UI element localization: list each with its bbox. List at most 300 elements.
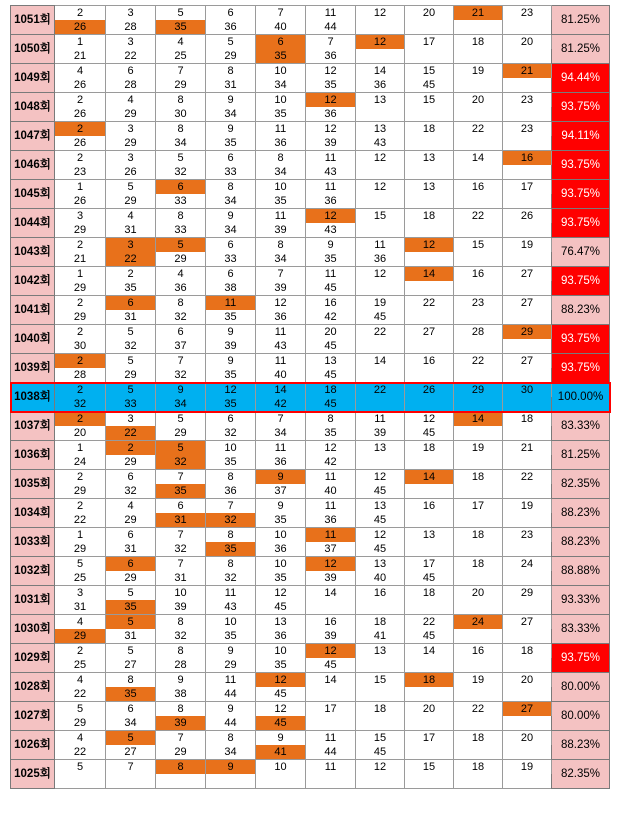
number-cell — [503, 49, 552, 64]
number-cell: 35 — [106, 600, 156, 615]
number-cell: 36 — [256, 136, 306, 151]
table-row — [11, 658, 610, 673]
number-cell: 26 — [405, 383, 454, 398]
number-cell — [454, 252, 503, 267]
number-cell — [405, 310, 454, 325]
table-row — [11, 673, 610, 688]
number-cell: 5 — [106, 586, 156, 601]
table-row — [11, 600, 610, 615]
number-cell: 34 — [106, 716, 156, 731]
table-row — [11, 78, 610, 93]
number-cell: 40 — [256, 20, 306, 35]
number-cell: 5 — [106, 325, 156, 340]
number-cell: 29 — [156, 252, 206, 267]
number-cell: 2 — [55, 238, 106, 253]
number-cell: 32 — [106, 339, 156, 354]
number-cell: 28 — [55, 368, 106, 383]
number-cell — [306, 600, 356, 615]
number-cell: 8 — [156, 296, 206, 311]
number-cell — [454, 310, 503, 325]
number-cell: 2 — [55, 644, 106, 659]
number-cell — [356, 339, 405, 354]
number-cell: 6 — [156, 180, 206, 195]
table-row — [11, 644, 610, 659]
number-cell — [206, 774, 256, 789]
number-cell: 17 — [405, 731, 454, 746]
number-cell — [454, 542, 503, 557]
number-cell: 21 — [55, 49, 106, 64]
number-cell: 26 — [55, 20, 106, 35]
number-cell: 29 — [206, 658, 256, 673]
number-cell: 9 — [206, 354, 256, 369]
table-row — [11, 325, 610, 340]
number-cell: 44 — [306, 20, 356, 35]
table-row — [11, 281, 610, 296]
number-cell: 26 — [55, 136, 106, 151]
number-cell: 11 — [306, 6, 356, 21]
number-cell — [405, 107, 454, 122]
number-cell: 34 — [206, 107, 256, 122]
table-row — [11, 223, 610, 238]
number-cell — [356, 165, 405, 180]
number-cell: 41 — [356, 629, 405, 644]
number-cell — [503, 165, 552, 180]
round-label: 1044회 — [11, 209, 55, 238]
percentage-cell: 82.35% — [552, 470, 610, 499]
number-cell — [454, 136, 503, 151]
table-row — [11, 136, 610, 151]
number-cell: 12 — [356, 180, 405, 195]
number-cell — [503, 20, 552, 35]
number-cell: 19 — [503, 760, 552, 775]
round-label: 1027회 — [11, 702, 55, 731]
number-cell — [356, 281, 405, 296]
number-cell — [256, 774, 306, 789]
number-cell: 20 — [503, 673, 552, 688]
number-cell: 9 — [156, 383, 206, 398]
number-cell: 29 — [55, 310, 106, 325]
number-cell: 22 — [356, 325, 405, 340]
number-cell: 2 — [55, 296, 106, 311]
table-row — [11, 238, 610, 253]
number-cell — [405, 600, 454, 615]
number-cell: 7 — [256, 412, 306, 427]
number-cell: 29 — [55, 542, 106, 557]
number-cell: 5 — [156, 238, 206, 253]
number-cell — [503, 745, 552, 760]
number-cell: 34 — [256, 165, 306, 180]
number-cell: 35 — [156, 484, 206, 499]
number-cell: 19 — [454, 441, 503, 456]
number-cell: 27 — [503, 296, 552, 311]
number-cell: 24 — [503, 557, 552, 572]
number-cell: 44 — [306, 745, 356, 760]
number-cell: 26 — [55, 78, 106, 93]
table-row — [11, 470, 610, 485]
number-cell: 20 — [503, 35, 552, 50]
number-cell: 24 — [55, 455, 106, 470]
number-cell: 11 — [256, 325, 306, 340]
number-cell: 8 — [156, 644, 206, 659]
number-cell: 35 — [256, 571, 306, 586]
number-cell: 8 — [156, 209, 206, 224]
percentage-cell: 93.75% — [552, 267, 610, 296]
number-cell — [405, 165, 454, 180]
number-cell — [503, 484, 552, 499]
number-cell: 11 — [306, 499, 356, 514]
number-cell: 32 — [156, 629, 206, 644]
number-cell: 32 — [156, 165, 206, 180]
number-cell: 12 — [306, 93, 356, 108]
percentage-cell: 83.33% — [552, 412, 610, 441]
number-cell: 17 — [405, 557, 454, 572]
table-row — [11, 64, 610, 79]
percentage-cell: 93.75% — [552, 209, 610, 238]
table-row — [11, 702, 610, 717]
table-body — [11, 6, 610, 789]
number-cell: 16 — [454, 180, 503, 195]
number-cell: 7 — [156, 354, 206, 369]
number-cell — [405, 223, 454, 238]
number-cell: 32 — [206, 426, 256, 441]
number-cell: 7 — [156, 557, 206, 572]
number-cell: 13 — [306, 354, 356, 369]
number-cell: 42 — [256, 397, 306, 412]
number-cell: 33 — [156, 194, 206, 209]
number-cell: 39 — [356, 426, 405, 441]
round-label: 1035회 — [11, 470, 55, 499]
number-cell: 18 — [306, 383, 356, 398]
table-row — [11, 615, 610, 630]
number-cell: 32 — [156, 542, 206, 557]
number-cell: 45 — [356, 484, 405, 499]
number-cell — [405, 513, 454, 528]
number-cell: 12 — [405, 412, 454, 427]
number-cell — [405, 194, 454, 209]
number-cell: 29 — [106, 368, 156, 383]
number-cell: 9 — [156, 673, 206, 688]
number-cell: 5 — [156, 6, 206, 21]
number-cell — [405, 687, 454, 702]
number-cell: 12 — [356, 760, 405, 775]
number-cell — [454, 20, 503, 35]
number-cell: 9 — [206, 702, 256, 717]
number-cell: 29 — [106, 513, 156, 528]
number-cell: 4 — [55, 64, 106, 79]
number-cell: 11 — [206, 673, 256, 688]
percentage-cell: 80.00% — [552, 702, 610, 731]
percentage-cell: 88.88% — [552, 557, 610, 586]
number-cell: 45 — [256, 687, 306, 702]
number-cell — [306, 774, 356, 789]
number-cell: 15 — [405, 760, 454, 775]
number-cell: 8 — [156, 93, 206, 108]
number-cell: 16 — [306, 296, 356, 311]
number-cell: 11 — [256, 122, 306, 137]
table-row — [11, 745, 610, 760]
number-cell: 45 — [356, 513, 405, 528]
number-cell: 12 — [306, 644, 356, 659]
number-cell: 5 — [106, 180, 156, 195]
number-cell: 37 — [306, 542, 356, 557]
number-cell: 22 — [454, 122, 503, 137]
number-cell — [405, 252, 454, 267]
round-label: 1038회 — [11, 383, 55, 412]
table-row — [11, 6, 610, 21]
number-cell: 8 — [206, 64, 256, 79]
number-cell: 21 — [503, 64, 552, 79]
number-cell: 12 — [356, 267, 405, 282]
number-cell: 9 — [206, 644, 256, 659]
number-cell: 18 — [503, 412, 552, 427]
number-cell: 14 — [306, 673, 356, 688]
number-cell: 7 — [256, 267, 306, 282]
number-cell: 39 — [156, 716, 206, 731]
round-label: 1050회 — [11, 35, 55, 64]
number-cell: 14 — [306, 586, 356, 601]
number-cell: 22 — [454, 354, 503, 369]
table-row — [11, 542, 610, 557]
number-cell: 5 — [55, 760, 106, 775]
number-cell: 34 — [256, 252, 306, 267]
number-cell: 9 — [206, 760, 256, 775]
number-cell: 20 — [503, 731, 552, 746]
number-cell: 36 — [306, 513, 356, 528]
number-cell — [503, 658, 552, 673]
number-cell: 34 — [206, 194, 256, 209]
number-cell: 12 — [306, 122, 356, 137]
table-row — [11, 499, 610, 514]
number-cell: 15 — [405, 93, 454, 108]
number-cell: 7 — [156, 64, 206, 79]
number-cell: 16 — [306, 615, 356, 630]
round-label: 1043회 — [11, 238, 55, 267]
table-row — [11, 267, 610, 282]
number-cell: 30 — [503, 383, 552, 398]
number-cell: 9 — [256, 499, 306, 514]
number-cell: 18 — [454, 760, 503, 775]
number-cell: 32 — [156, 310, 206, 325]
number-cell: 16 — [405, 499, 454, 514]
number-cell: 5 — [55, 702, 106, 717]
number-cell: 6 — [206, 238, 256, 253]
number-cell: 45 — [356, 745, 405, 760]
percentage-cell: 93.75% — [552, 151, 610, 180]
number-cell: 36 — [256, 455, 306, 470]
table-row — [11, 209, 610, 224]
number-cell: 16 — [454, 267, 503, 282]
number-cell — [454, 484, 503, 499]
table-row — [11, 571, 610, 586]
table-row — [11, 151, 610, 166]
number-cell: 36 — [156, 281, 206, 296]
number-cell: 45 — [306, 397, 356, 412]
number-cell: 45 — [405, 78, 454, 93]
number-cell: 2 — [55, 354, 106, 369]
number-cell: 43 — [256, 339, 306, 354]
number-cell — [503, 252, 552, 267]
number-cell: 5 — [206, 35, 256, 50]
number-cell — [106, 774, 156, 789]
number-cell: 19 — [503, 238, 552, 253]
number-cell: 10 — [256, 528, 306, 543]
number-cell — [454, 397, 503, 412]
table-row — [11, 687, 610, 702]
number-cell: 13 — [356, 441, 405, 456]
number-cell: 6 — [106, 528, 156, 543]
number-cell: 35 — [206, 397, 256, 412]
number-cell: 35 — [306, 426, 356, 441]
number-cell: 11 — [256, 354, 306, 369]
number-cell: 29 — [503, 325, 552, 340]
number-cell: 1 — [55, 441, 106, 456]
number-cell: 1 — [55, 528, 106, 543]
number-cell: 13 — [356, 93, 405, 108]
number-cell: 8 — [206, 470, 256, 485]
number-cell — [503, 716, 552, 731]
number-cell: 6 — [206, 151, 256, 166]
number-cell — [356, 687, 405, 702]
round-label: 1046회 — [11, 151, 55, 180]
number-cell: 27 — [106, 745, 156, 760]
table-row — [11, 383, 610, 398]
number-cell: 29 — [454, 383, 503, 398]
number-cell: 31 — [106, 310, 156, 325]
number-cell: 10 — [256, 557, 306, 572]
number-cell — [356, 600, 405, 615]
number-cell — [356, 223, 405, 238]
table-row — [11, 122, 610, 137]
number-cell: 5 — [55, 557, 106, 572]
number-cell — [503, 600, 552, 615]
number-cell: 7 — [156, 470, 206, 485]
number-cell: 18 — [454, 470, 503, 485]
number-cell: 34 — [156, 136, 206, 151]
number-cell — [454, 629, 503, 644]
number-cell: 13 — [405, 180, 454, 195]
number-cell — [405, 745, 454, 760]
number-cell: 18 — [405, 122, 454, 137]
number-cell: 19 — [356, 296, 405, 311]
number-cell — [454, 49, 503, 64]
number-cell: 10 — [256, 180, 306, 195]
round-label: 1048회 — [11, 93, 55, 122]
number-cell — [405, 49, 454, 64]
number-cell — [503, 513, 552, 528]
number-cell: 21 — [454, 6, 503, 21]
number-cell: 12 — [356, 151, 405, 166]
number-cell: 11 — [306, 470, 356, 485]
number-cell: 3 — [106, 238, 156, 253]
table-row — [11, 194, 610, 209]
number-cell: 29 — [55, 629, 106, 644]
number-cell: 13 — [256, 615, 306, 630]
percentage-cell: 100.00% — [552, 383, 610, 412]
number-cell — [306, 716, 356, 731]
number-cell: 9 — [206, 325, 256, 340]
number-cell: 31 — [106, 629, 156, 644]
number-cell — [405, 774, 454, 789]
number-cell: 20 — [405, 6, 454, 21]
number-cell — [503, 426, 552, 441]
number-cell: 33 — [106, 397, 156, 412]
table-row — [11, 35, 610, 50]
number-cell: 1 — [55, 180, 106, 195]
number-cell: 33 — [156, 223, 206, 238]
number-cell — [454, 223, 503, 238]
number-cell: 18 — [454, 528, 503, 543]
round-label: 1033회 — [11, 528, 55, 557]
number-cell: 32 — [156, 455, 206, 470]
number-cell — [356, 107, 405, 122]
number-cell: 22 — [55, 745, 106, 760]
number-cell — [405, 136, 454, 151]
number-cell: 11 — [356, 412, 405, 427]
number-cell — [454, 78, 503, 93]
number-cell: 12 — [256, 586, 306, 601]
number-cell: 12 — [306, 64, 356, 79]
number-cell: 10 — [206, 441, 256, 456]
number-cell: 31 — [106, 223, 156, 238]
number-cell — [356, 397, 405, 412]
number-cell — [454, 426, 503, 441]
round-label: 1034회 — [11, 499, 55, 528]
percentage-cell: 88.23% — [552, 731, 610, 760]
number-cell: 36 — [356, 78, 405, 93]
number-cell: 22 — [55, 687, 106, 702]
number-cell: 45 — [306, 339, 356, 354]
number-cell: 25 — [156, 49, 206, 64]
number-cell: 39 — [256, 281, 306, 296]
number-cell: 29 — [106, 571, 156, 586]
number-cell: 2 — [55, 151, 106, 166]
number-cell: 22 — [454, 209, 503, 224]
number-cell — [503, 339, 552, 354]
number-cell: 9 — [206, 93, 256, 108]
number-cell: 9 — [206, 122, 256, 137]
number-cell: 33 — [206, 165, 256, 180]
percentage-cell: 94.44% — [552, 64, 610, 93]
number-cell — [503, 194, 552, 209]
number-cell: 45 — [356, 542, 405, 557]
number-cell: 3 — [55, 586, 106, 601]
round-label: 1029회 — [11, 644, 55, 673]
number-cell: 8 — [206, 557, 256, 572]
number-cell: 39 — [156, 600, 206, 615]
number-cell: 29 — [106, 455, 156, 470]
number-cell: 23 — [503, 122, 552, 137]
number-cell — [503, 281, 552, 296]
number-cell: 36 — [306, 49, 356, 64]
number-cell: 5 — [106, 644, 156, 659]
number-cell — [454, 745, 503, 760]
table-row — [11, 441, 610, 456]
number-cell: 45 — [306, 368, 356, 383]
round-label: 1037회 — [11, 412, 55, 441]
number-cell: 39 — [256, 223, 306, 238]
table-row — [11, 731, 610, 746]
table-row — [11, 426, 610, 441]
number-cell: 2 — [55, 470, 106, 485]
number-cell: 45 — [306, 658, 356, 673]
number-cell — [503, 571, 552, 586]
number-cell: 15 — [405, 64, 454, 79]
number-cell: 16 — [405, 354, 454, 369]
number-cell: 31 — [206, 78, 256, 93]
number-cell: 9 — [206, 209, 256, 224]
number-cell: 10 — [156, 586, 206, 601]
number-cell: 27 — [503, 615, 552, 630]
